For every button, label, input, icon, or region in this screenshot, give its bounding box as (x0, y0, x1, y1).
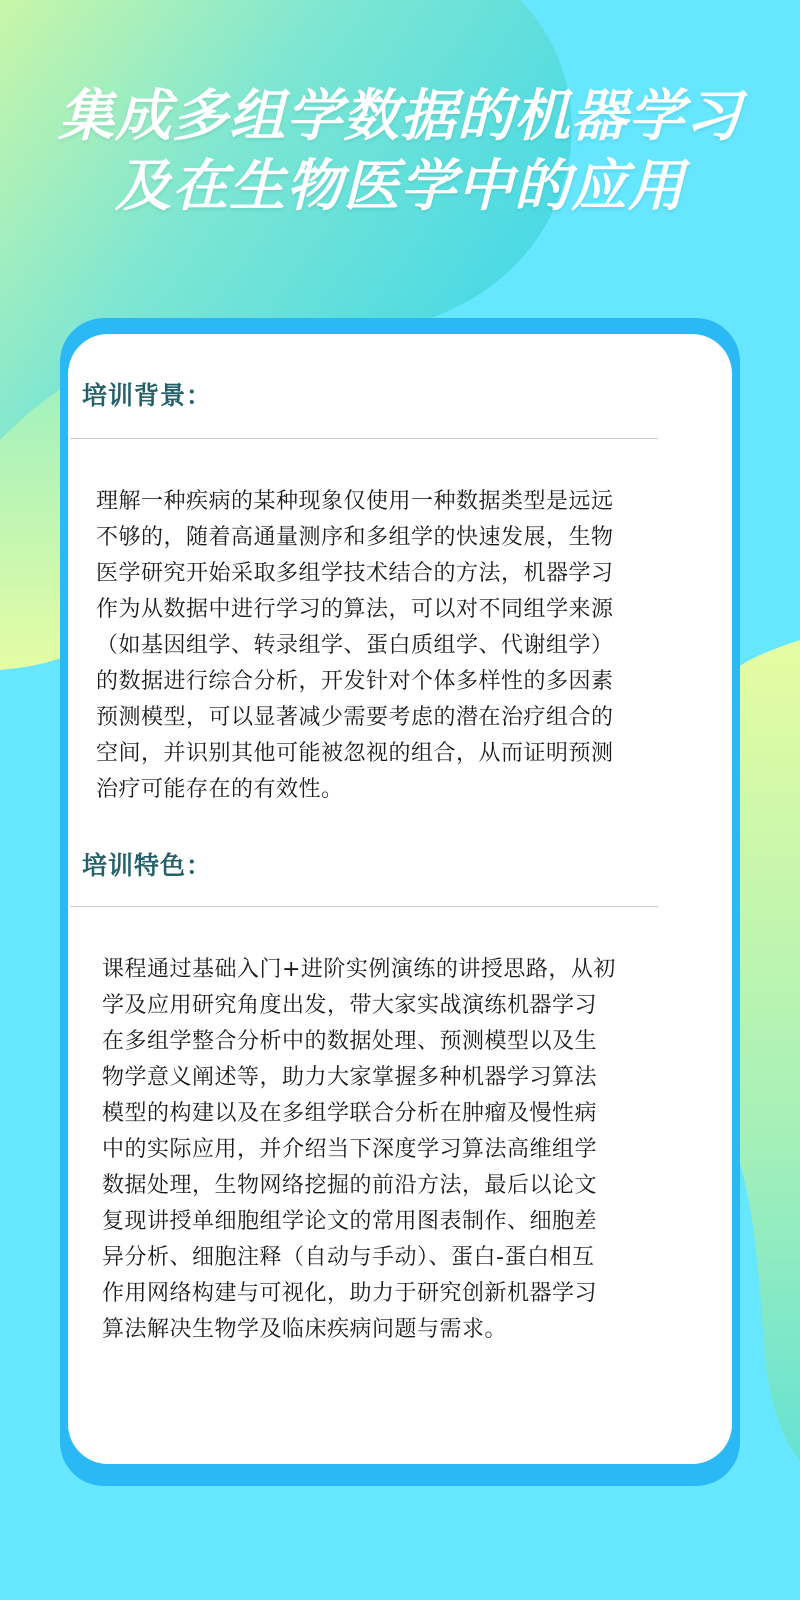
section-divider-features (70, 906, 658, 907)
paragraph-line: 不够的，随着高通量测序和多组学的快速发展，生物 (96, 525, 614, 550)
paragraph-line: 学及应用研究角度出发，带大家实战演练机器学习 (102, 993, 598, 1018)
section-divider-background (70, 438, 658, 439)
page-title-line-1: 集成多组学数据的机器学习 (58, 84, 742, 149)
paragraph-line: 异分析、细胞注释（自动与手动）、蛋白-蛋白相互 (102, 1245, 595, 1270)
paragraph-line: 作为从数据中进行学习的算法，可以对不同组学来源 (96, 597, 614, 622)
paragraph-line: 空间，并识别其他可能被忽视的组合，从而证明预测 (96, 741, 614, 766)
page-title (0, 82, 800, 222)
section-body-background (96, 484, 614, 808)
paragraph-line: （如基因组学、转录组学、蛋白质组学、代谢组学） (96, 633, 614, 658)
paragraph-line: 复现讲授单细胞组学论文的常用图表制作、细胞差 (102, 1209, 598, 1234)
page-title-line-2: 及在生物医学中的应用 (115, 154, 685, 219)
paragraph-line: 模型的构建以及在多组学联合分析在肿瘤及慢性病 (102, 1101, 598, 1126)
paragraph-line: 在多组学整合分析中的数据处理、预测模型以及生 (102, 1029, 598, 1054)
paragraph-line: 中的实际应用，并介绍当下深度学习算法高维组学 (102, 1137, 598, 1162)
section-heading-background: 培训背景： (82, 381, 213, 410)
paragraph-line: 课程通过基础入门+进阶实例演练的讲授思路，从初 (102, 957, 616, 982)
paragraph-line: 理解一种疾病的某种现象仅使用一种数据类型是远远 (96, 489, 614, 514)
paragraph-line: 数据处理，生物网络挖掘的前沿方法，最后以论文 (102, 1173, 598, 1198)
paragraph-line: 的数据进行综合分析，开发针对个体多样性的多因素 (96, 669, 614, 694)
paragraph-line: 治疗可能存在的有效性。 (96, 777, 344, 802)
paragraph-line: 算法解决生物学及临床疾病问题与需求。 (102, 1317, 508, 1342)
paragraph-line: 作用网络构建与可视化，助力于研究创新机器学习 (102, 1281, 598, 1306)
paragraph-line: 医学研究开始采取多组学技术结合的方法，机器学习 (96, 561, 614, 586)
paragraph-line: 物学意义阐述等，助力大家掌握多种机器学习算法 (102, 1065, 598, 1090)
section-body-features (102, 952, 616, 1348)
paragraph-line: 预测模型，可以显著减少需要考虑的潜在治疗组合的 (96, 705, 614, 730)
section-heading-features: 培训特色： (82, 851, 213, 880)
